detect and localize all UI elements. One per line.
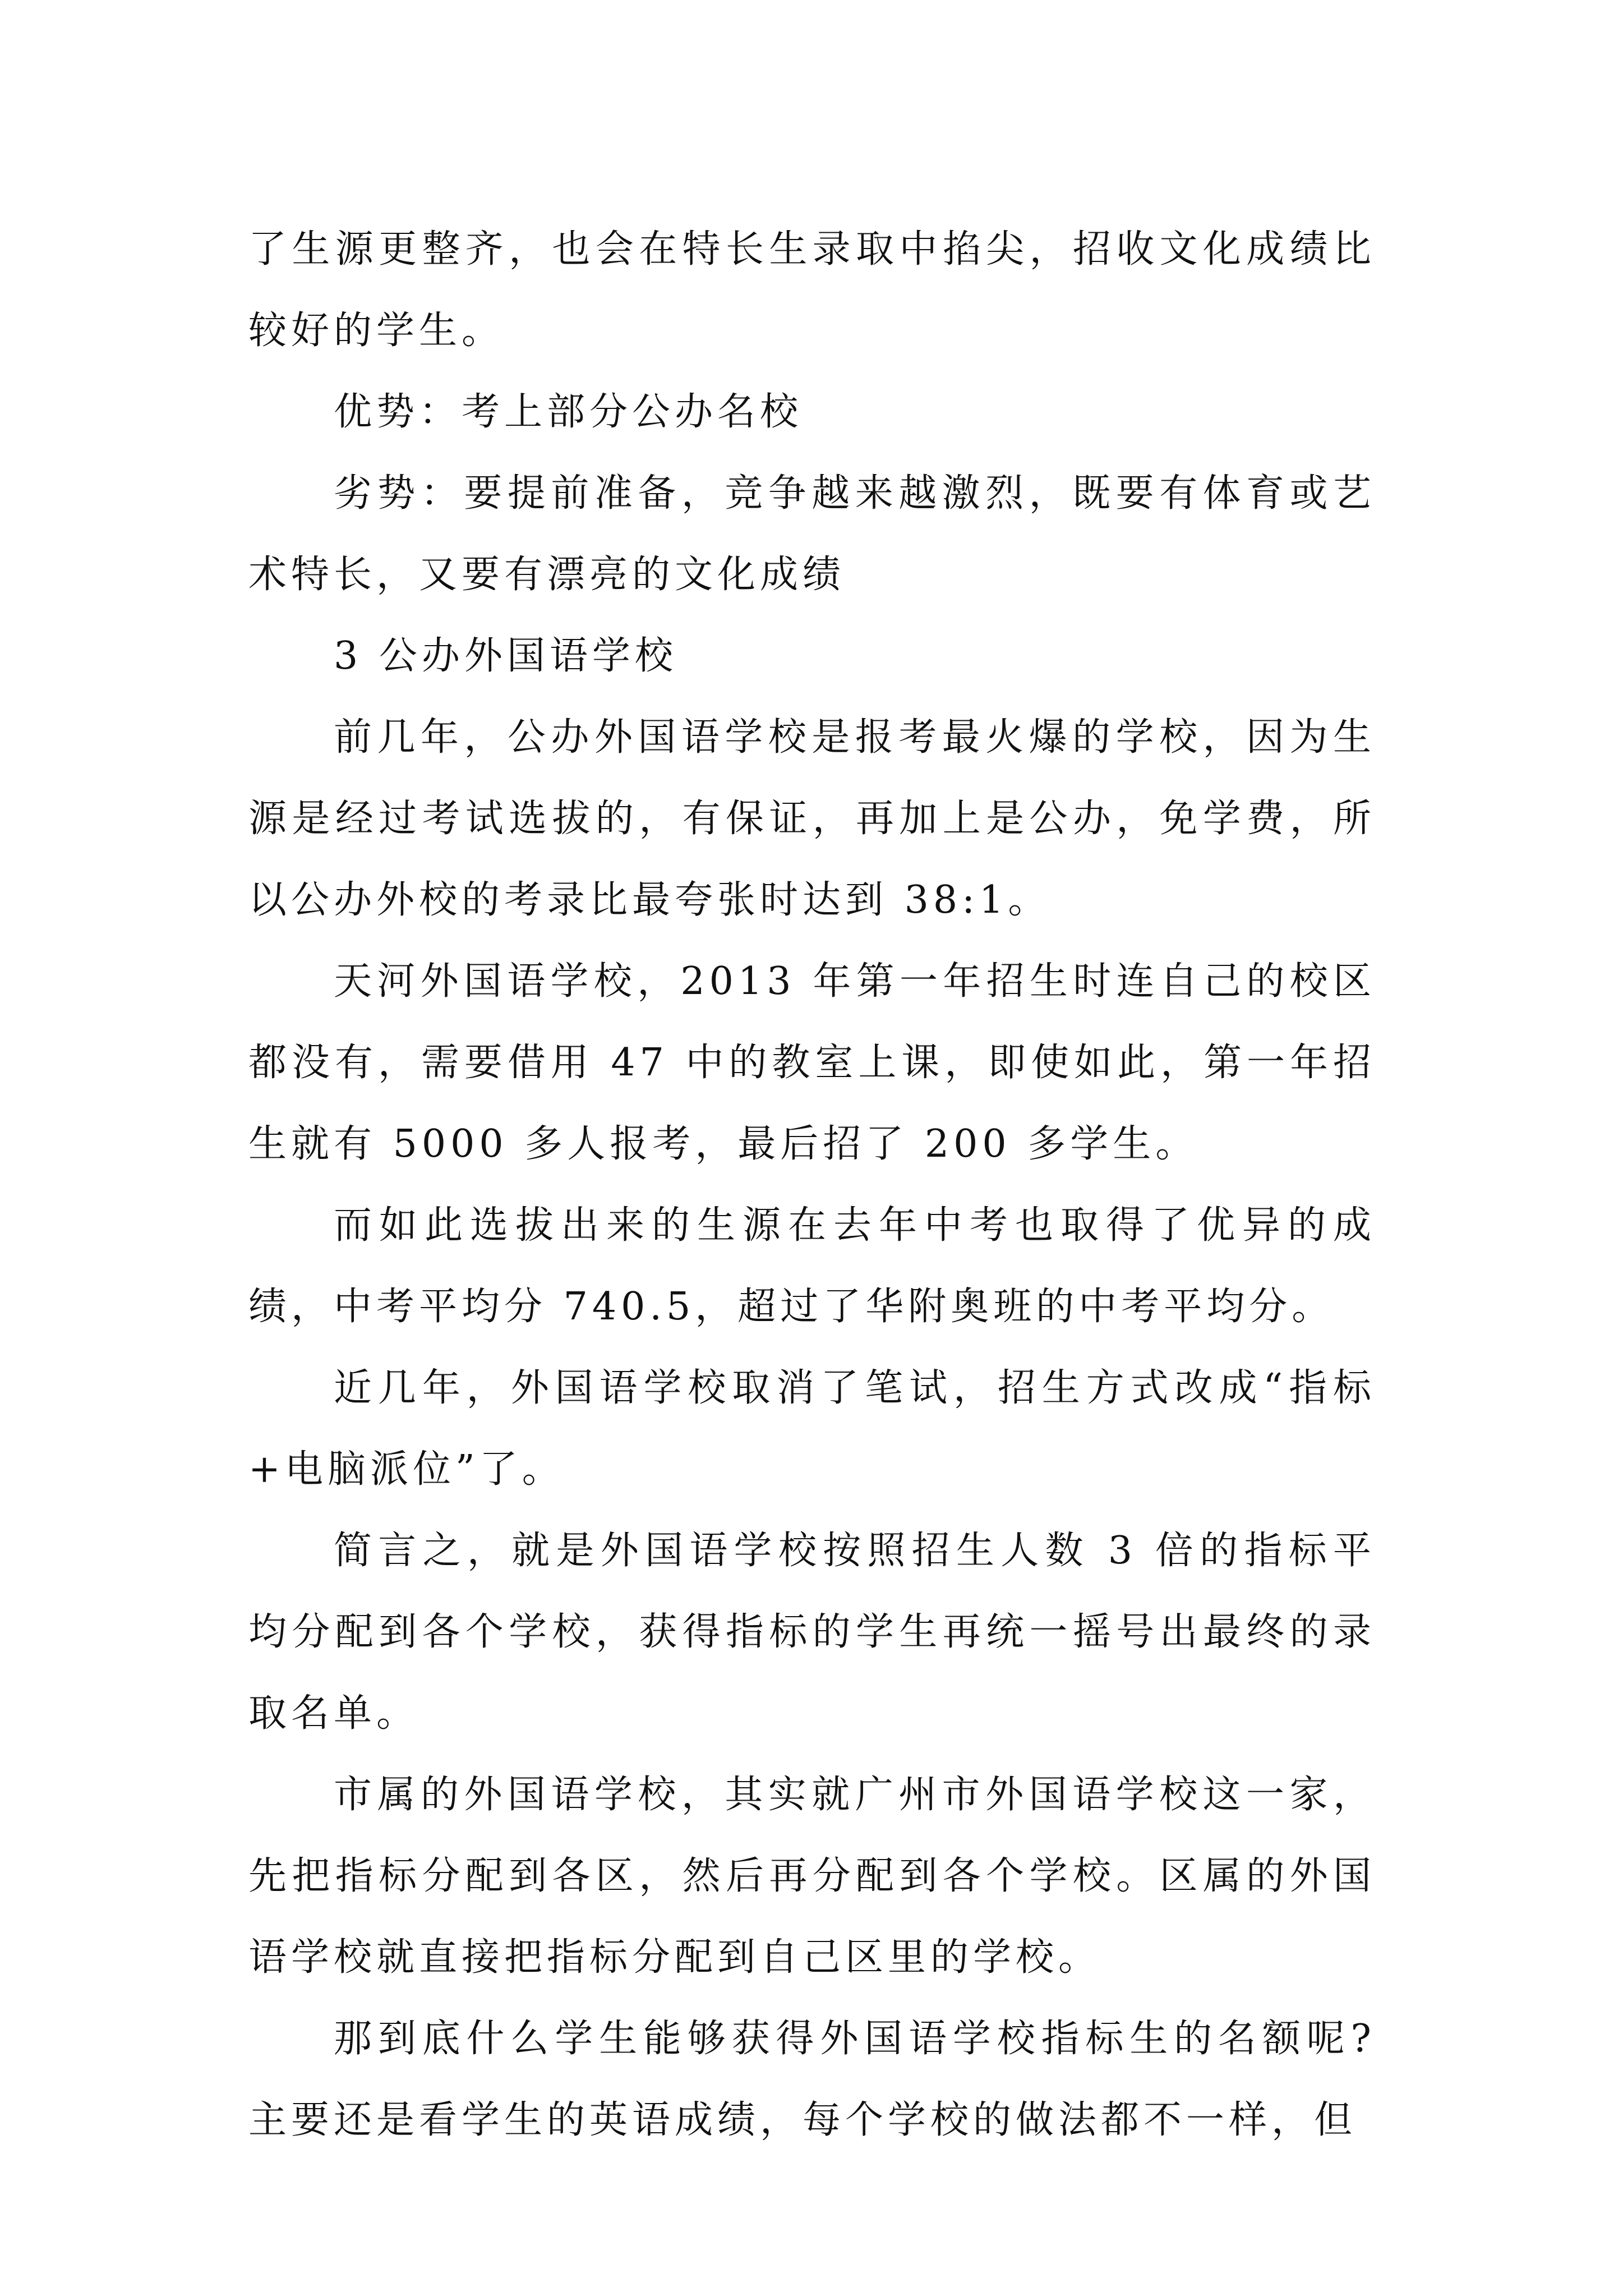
paragraph-body: 而如此选拔出来的生源在去年中考也取得了优异的成绩，中考平均分 740.5，超过了华附奥班的中考平均分。 (248, 1203, 1376, 1329)
paragraph-body: 天河外国语学校，2013 年第一年招生时连自己的校区都没有，需要借用 47 中的教室上课，即使如此，第一年招生就有 5000 多人报考，最后招了 200 多学生。 (248, 959, 1376, 1166)
paragraph-body: 简言之，就是外国语学校按照招生人数 3 倍的指标平均分配到各个学校，获得指标的学生再统一摇号出最终的录取名单。 (248, 1529, 1376, 1736)
document-body (248, 209, 1376, 2161)
paragraph-body: 那到底什么学生能够获得外国语学校指标生的名额呢?主要还是看学生的英语成绩，每个学校的做法都不一样，但 (248, 2017, 1376, 2142)
section-heading: 3 公办外国语学校 (334, 634, 677, 678)
paragraph-body: 前几年，公办外国语学校是报考最火爆的学校，因为生源是经过考试选拔的，有保证，再加上是公办，免学费，所以公办外校的考录比最夸张时达到 38:1。 (248, 715, 1376, 922)
paragraph-body: 近几年，外国语学校取消了笔试，招生方式改成“指标+电脑派位”了。 (248, 1366, 1376, 1492)
paragraph-body: 市属的外国语学校，其实就广州市外国语学校这一家，先把指标分配到各区，然后再分配到各个学校。区属的外国语学校就直接把指标分配到自己区里的学校。 (248, 1773, 1376, 1980)
paragraph-advantage: 优势：考上部分公办名校 (334, 390, 803, 434)
paragraph-disadvantage: 劣势：要提前准备，竞争越来越激烈，既要有体育或艺术特长，又要有漂亮的文化成绩 (248, 471, 1376, 597)
paragraph-continuation: 了生源更整齐，也会在特长生录取中掐尖，招收文化成绩比较好的学生。 (248, 227, 1376, 353)
